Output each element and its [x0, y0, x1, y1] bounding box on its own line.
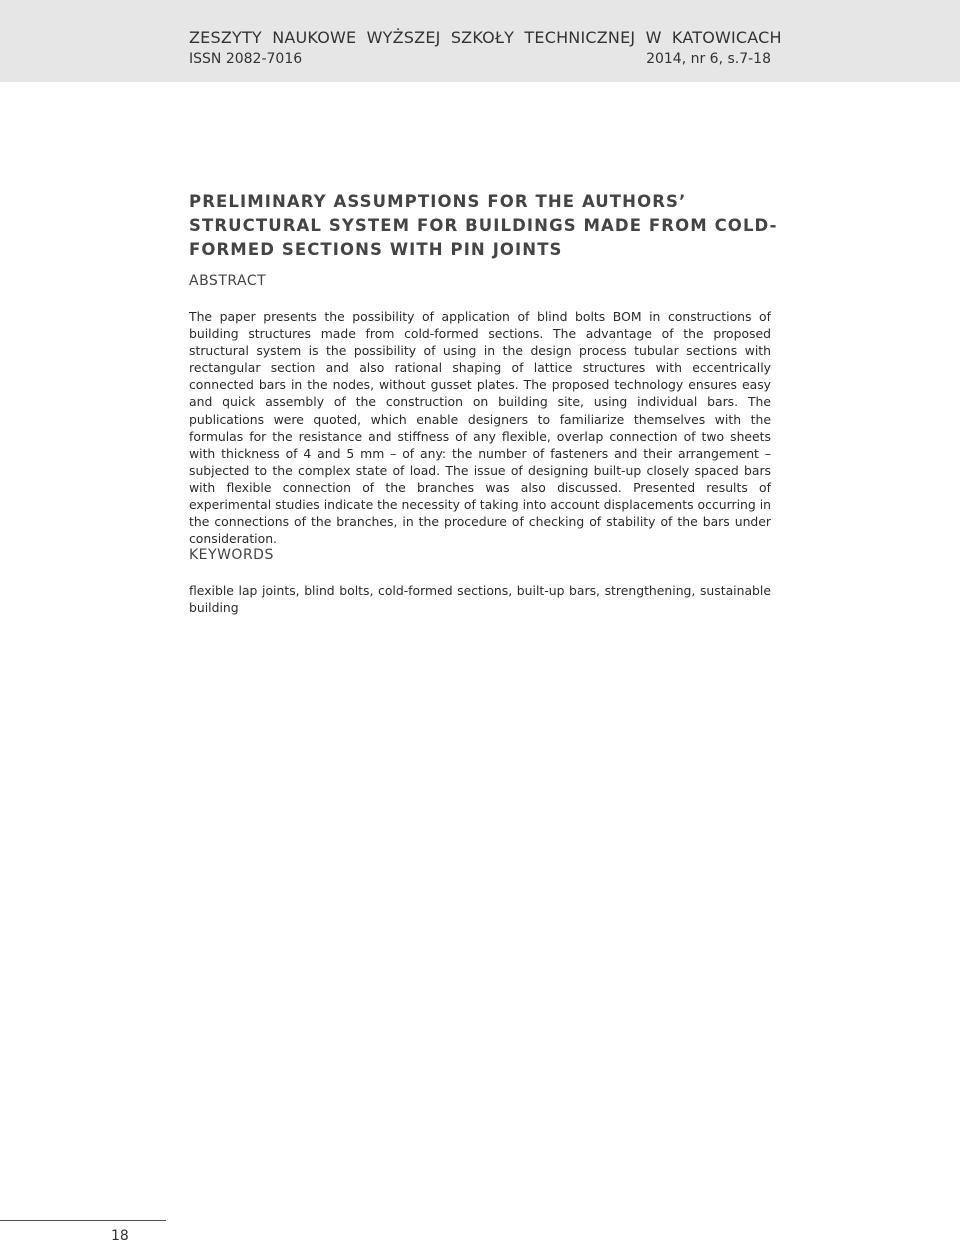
- issn-number: ISSN 2082-7016: [189, 51, 303, 67]
- keywords-heading: KEYWORDS: [189, 547, 274, 563]
- abstract-text: The paper presents the possibility of application of blind bolts BOM in constructions of building structures made from cold-formed sections. The advantage of the proposed structural system is the possibility of using in the design process tubular sections with rectangular section and also rational shaping of lattice structures with eccentrically connected bars in the nodes, without gusset plates. The proposed technology ensures easy and quick assembly of the construction on building site, using individual bars. The publications were quoted, which enable designers to familiarize themselves with the formulas for the resistance and stiffness of any flexible, overlap connection of two sheets with thickness of 4 and 5 mm – of any: the number of fasteners and their arrangement – subjected to the complex state of load. The issue of designing built-up closely spaced bars with flexible connection of the branches was also discussed. Presented results of experimental studies indicate the necessity of taking into account displacements occurring in the connections of the branches, in the procedure of checking of stability of the bars under consideration.: [189, 309, 771, 547]
- journal-name: ZESZYTY NAUKOWE WYŻSZEJ SZKOŁY TECHNICZNEJ W KATOWICACH: [189, 28, 782, 47]
- keywords-text: flexible lap joints, blind bolts, cold-formed sections, built-up bars, strengthening, sustainable building: [189, 583, 771, 616]
- abstract-heading: ABSTRACT: [189, 273, 267, 289]
- page-number: 18: [111, 1228, 129, 1244]
- issue-info: 2014, nr 6, s.7-18: [646, 51, 771, 67]
- article-title: PRELIMINARY ASSUMPTIONS FOR THE AUTHORS’ STRUCTURAL SYSTEM FOR BUILDINGS MADE FROM COLD-FORMED SECTIONS WITH PIN JOINTS: [189, 192, 778, 259]
- journal-header-band: [0, 0, 960, 82]
- footer-divider: [0, 1220, 166, 1221]
